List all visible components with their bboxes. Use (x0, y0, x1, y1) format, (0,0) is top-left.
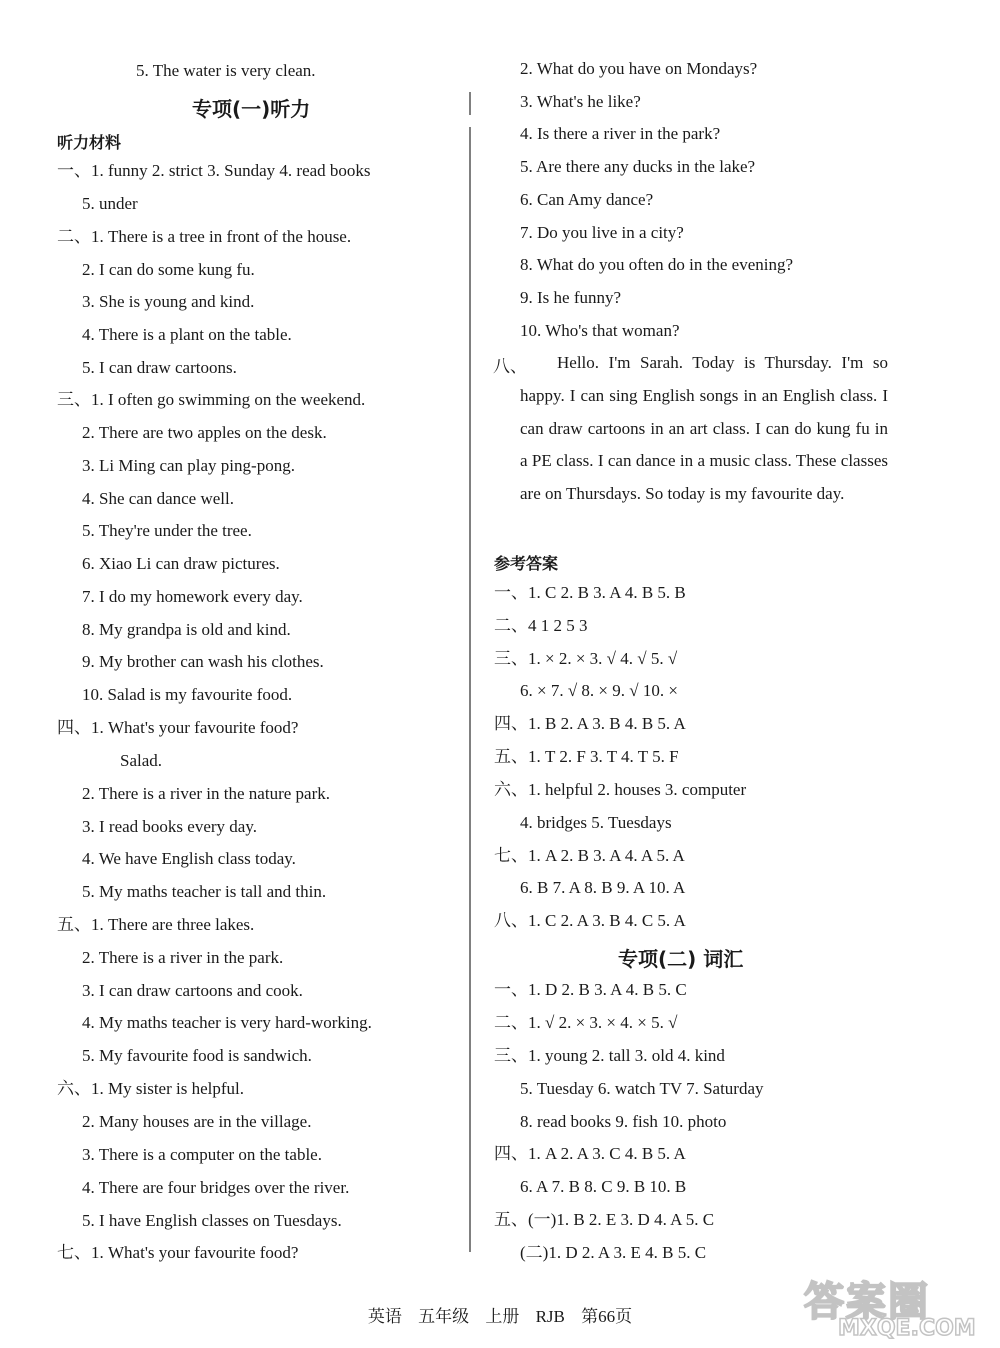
answer-line: 5. Tuesday 6. watch TV 7. Saturday (520, 1079, 764, 1098)
text-line: 2. Many houses are in the village. (82, 1112, 312, 1131)
text-line: 三、1. I often go swimming on the weekend. (57, 390, 366, 409)
watermark-title: 答案圈 (804, 1279, 930, 1325)
text-line: 10. Who's that woman? (520, 321, 680, 340)
text-line: 10. Salad is my favourite food. (82, 685, 293, 704)
text-line: 8. My grandpa is old and kind. (82, 620, 291, 639)
answer-line: 三、1. × 2. × 3. √ 4. √ 5. √ (494, 649, 678, 668)
text-line: 4. Is there a river in the park? (520, 124, 721, 143)
answer-line: 一、1. C 2. B 3. A 4. B 5. B (494, 583, 686, 602)
footer-grade: 五年级 (418, 1307, 470, 1326)
footer-subject: 英语 (367, 1307, 402, 1326)
text-line: 4. She can dance well. (82, 489, 234, 508)
answer-line: 七、1. A 2. B 3. A 4. A 5. A (494, 846, 685, 865)
text-line: 6. Can Amy dance? (520, 190, 654, 209)
answer-line: 四、1. A 2. A 3. C 4. B 5. A (494, 1144, 686, 1163)
text-line: 3. There is a computer on the table. (82, 1145, 322, 1164)
answer-line: 6. × 7. √ 8. × 9. √ 10. × (520, 681, 678, 700)
text-line: 5. My favourite food is sandwich. (82, 1046, 312, 1065)
text-line: 9. Is he funny? (520, 288, 622, 307)
answer-line: 6. A 7. B 8. C 9. B 10. B (520, 1177, 687, 1196)
watermark-url: MXQE.COM (838, 1316, 976, 1341)
text-line: 4. My maths teacher is very hard-working. (82, 1013, 372, 1032)
text-line: 6. Xiao Li can draw pictures. (82, 554, 280, 573)
text-line: 5. I have English classes on Tuesdays. (82, 1211, 342, 1230)
text-line: 3. What's he like? (520, 92, 641, 111)
footer-edition: RJB (535, 1307, 565, 1326)
text-line: 5. Are there any ducks in the lake? (520, 157, 756, 176)
text-line: 3. Li Ming can play ping-pong. (82, 456, 295, 475)
answer-line: 四、1. B 2. A 3. B 4. B 5. A (494, 714, 686, 733)
answer-line: 二、1. √ 2. × 3. × 4. × 5. √ (494, 1013, 678, 1032)
answer-line: 三、1. young 2. tall 3. old 4. kind (494, 1046, 725, 1065)
answer-line: 六、1. helpful 2. houses 3. computer (494, 780, 747, 799)
text-line: 五、1. There are three lakes. (57, 915, 255, 934)
text-line: 5. The water is very clean. (136, 61, 316, 80)
column-divider (469, 92, 471, 1252)
text-line: 7. I do my homework every day. (82, 587, 303, 606)
text-line: 四、1. What's your favourite food? (57, 718, 299, 737)
text-line: 7. Do you live in a city? (520, 223, 684, 242)
subheading-answers: 参考答案 (494, 554, 559, 573)
answer-line: 4. bridges 5. Tuesdays (520, 813, 672, 832)
text-line: 3. She is young and kind. (82, 292, 255, 311)
subheading-listening-material: 听力材料 (57, 133, 122, 152)
text-line: 5. I can draw cartoons. (82, 358, 237, 377)
footer-volume: 上册 (485, 1307, 520, 1326)
answer-line: 二、4 1 2 5 3 (494, 616, 588, 635)
section-heading-listening: 专项(一)听力 (192, 97, 311, 121)
answer-line: 五、(一)1. B 2. E 3. D 4. A 5. C (494, 1210, 715, 1229)
text-line: 一、1. funny 2. strict 3. Sunday 4. read books (57, 161, 371, 180)
section-heading-vocabulary: 专项(二) 词汇 (618, 947, 744, 971)
section-number: 八、 (493, 357, 527, 376)
text-line: 3. I read books every day. (82, 817, 257, 836)
text-line: 9. My brother can wash his clothes. (82, 652, 324, 671)
answer-line: 五、1. T 2. F 3. T 4. T 5. F (494, 747, 679, 766)
text-line: 8. What do you often do in the evening? (520, 255, 794, 274)
text-line: Salad. (120, 751, 163, 770)
watermark-logo (794, 1270, 984, 1342)
text-line: 2. There is a river in the park. (82, 948, 284, 967)
text-line: 4. We have English class today. (82, 849, 296, 868)
text-line: 2. There is a river in the nature park. (82, 784, 330, 803)
text-line: 5. They're under the tree. (82, 521, 252, 540)
text-line: 2. There are two apples on the desk. (82, 423, 327, 442)
text-line: 六、1. My sister is helpful. (57, 1079, 244, 1098)
footer-page-number: 第66页 (581, 1307, 633, 1326)
answer-line: 八、1. C 2. A 3. B 4. C 5. A (494, 911, 686, 930)
text-line: 4. There is a plant on the table. (82, 325, 292, 344)
text-line: 3. I can draw cartoons and cook. (82, 981, 303, 1000)
text-line: 4. There are four bridges over the river. (82, 1178, 350, 1197)
text-line: 2. I can do some kung fu. (82, 260, 255, 279)
answer-line: (二)1. D 2. A 3. E 4. B 5. C (520, 1243, 707, 1262)
answer-line: 一、1. D 2. B 3. A 4. B 5. C (494, 980, 687, 999)
answer-line: 8. read books 9. fish 10. photo (520, 1112, 727, 1131)
text-line: 二、1. There is a tree in front of the house. (57, 227, 352, 246)
text-line: 2. What do you have on Mondays? (520, 59, 758, 78)
text-line: 5. My maths teacher is tall and thin. (82, 882, 327, 901)
text-line: 七、1. What's your favourite food? (57, 1243, 299, 1262)
text-line: 5. under (82, 194, 138, 213)
reading-paragraph: Hello. I'm Sarah. Today is Thursday. I'm so happy. I can sing English songs in an English class. I can draw cartoons in an art class. I can do kung fu in a PE class. I can dance in a music class. These classes are on Thursdays. So today is my favourite day. (520, 353, 888, 504)
answer-line: 6. B 7. A 8. B 9. A 10. A (520, 878, 686, 897)
